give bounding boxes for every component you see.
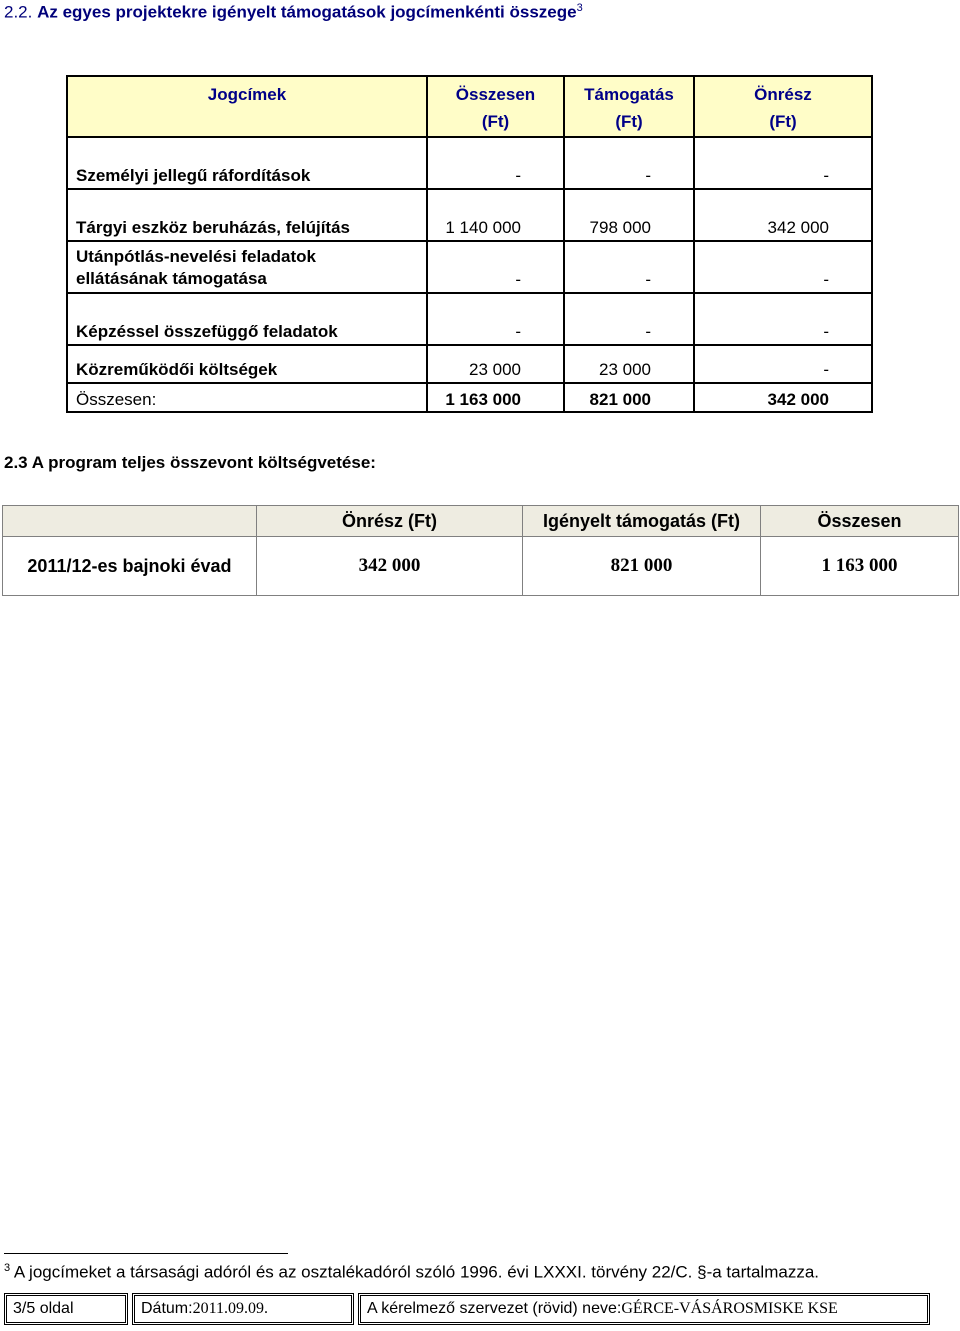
row-support: - <box>564 241 694 293</box>
row-support: 821 000 <box>523 537 761 596</box>
section-heading-2-3: 2.3 A program teljes összevont költségvetése: <box>4 453 376 472</box>
footnote-mark: 3 <box>4 1262 11 1274</box>
sum-total: 1 163 000 <box>427 383 564 412</box>
header-osszesen: Összesen <box>761 506 959 537</box>
sum-support: 821 000 <box>564 383 694 412</box>
footer-date <box>132 1293 354 1325</box>
header-osszesen: Összesen (Ft) <box>427 76 564 137</box>
row-label: Utánpótlás-nevelési feladatok ellátásának támogatása <box>67 241 427 293</box>
row-total: 23 000 <box>427 345 564 383</box>
row-total: - <box>427 241 564 293</box>
org-value: GÉRCE-VÁSÁROSMISKE KSE <box>621 1300 838 1317</box>
header-onresz: Önrész (Ft) <box>694 76 872 137</box>
row-total: 1 140 000 <box>427 189 564 241</box>
table-row <box>67 189 872 241</box>
row-support: 23 000 <box>564 345 694 383</box>
row-own: - <box>694 345 872 383</box>
table-row <box>67 137 872 189</box>
date-label: Dátum: <box>141 1300 193 1317</box>
sum-label: Összesen: <box>67 383 427 412</box>
table-row <box>3 537 959 596</box>
header-igenyelt-tamogatas: Igényelt támogatás (Ft) <box>523 506 761 537</box>
footer-organization <box>358 1293 930 1325</box>
footnote-ref: 3 <box>576 2 583 14</box>
row-own: - <box>694 137 872 189</box>
program-budget-table <box>2 505 959 596</box>
row-label: Közreműködői költségek <box>67 345 427 383</box>
row-own: - <box>694 241 872 293</box>
table-header-row <box>3 506 959 537</box>
table-sum-row <box>67 383 872 412</box>
row-support: - <box>564 137 694 189</box>
page-footer <box>4 1293 930 1325</box>
row-label: Tárgyi eszköz beruházás, felújítás <box>67 189 427 241</box>
row-own: 342 000 <box>257 537 523 596</box>
row-label: Képzéssel összefüggő feladatok <box>67 293 427 345</box>
row-own: - <box>694 293 872 345</box>
row-label: Személyi jellegű ráfordítások <box>67 137 427 189</box>
footnote-separator <box>4 1253 288 1254</box>
sum-own: 342 000 <box>694 383 872 412</box>
header-blank <box>3 506 257 537</box>
header-jogcimek: Jogcímek <box>67 76 427 137</box>
table-row <box>67 241 872 293</box>
row-total: 1 163 000 <box>761 537 959 596</box>
header-tamogatas: Támogatás (Ft) <box>564 76 694 137</box>
org-label: A kérelmező szervezet (rövid) neve: <box>367 1300 622 1317</box>
row-support: 798 000 <box>564 189 694 241</box>
section-number: 2.2. <box>4 2 33 22</box>
header-onresz: Önrész (Ft) <box>257 506 523 537</box>
row-own: 342 000 <box>694 189 872 241</box>
footnote <box>4 1262 819 1283</box>
row-support: - <box>564 293 694 345</box>
table-row <box>67 293 872 345</box>
footnote-text: A jogcímeket a társasági adóról és az osztalékadóról szóló 1996. évi LXXXI. törvény 22/C. §-a tartalmazza. <box>13 1262 820 1282</box>
row-total: - <box>427 137 564 189</box>
footer-page <box>4 1293 128 1325</box>
page-number: 3/5 oldal <box>13 1300 74 1317</box>
claims-by-title-table <box>66 75 873 413</box>
section-title: Az egyes projektekre igényelt támogatások jogcímenkénti összege <box>37 2 577 22</box>
date-value: 2011.09.09. <box>192 1300 268 1317</box>
table-header-row <box>67 76 872 137</box>
table-row <box>67 345 872 383</box>
row-label: 2011/12-es bajnoki évad <box>3 537 257 596</box>
row-total: - <box>427 293 564 345</box>
section-heading-2-2 <box>4 2 583 23</box>
